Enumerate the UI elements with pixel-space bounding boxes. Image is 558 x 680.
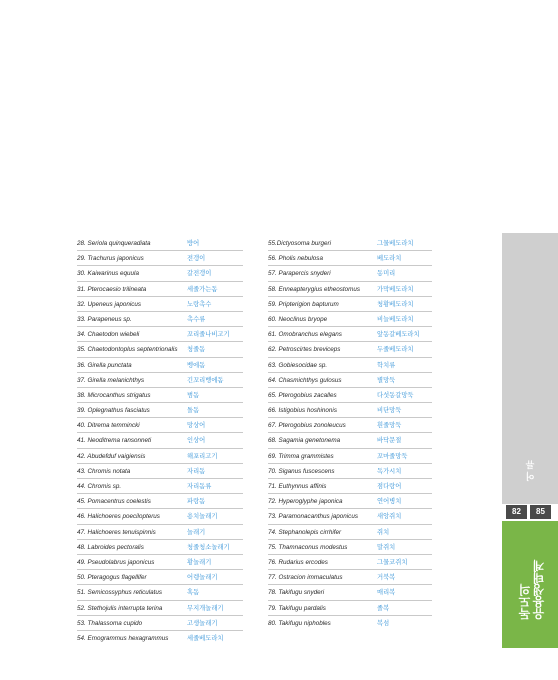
scientific-name: 56. Pholis nebulosa <box>268 255 323 263</box>
scientific-name: 48. Labroides pectoralis <box>77 543 144 551</box>
korean-name: 노랑촉수 <box>187 300 212 308</box>
species-list-right <box>268 236 432 631</box>
scientific-name: 70. Siganus fuscescens <box>268 467 335 475</box>
korean-name: 점다랑어 <box>377 483 402 490</box>
scientific-name: 52. Stethojulis interrupta terina <box>77 604 163 612</box>
page-number-left: 82 <box>506 505 527 519</box>
korean-name: 전갱이 <box>187 255 206 263</box>
scientific-name: 45. Pomacentrus coelestis <box>77 498 151 506</box>
scientific-name: 32. Upeneus japonicus <box>77 300 142 308</box>
korean-name: 파랑돔 <box>187 498 206 506</box>
species-row <box>77 418 243 433</box>
scientific-name: 46. Halichoeres poecilopterus <box>77 513 160 521</box>
species-row <box>268 358 432 373</box>
species-row <box>77 616 243 631</box>
korean-name: 흰줄망둑 <box>377 422 402 430</box>
korean-name: 돌돔 <box>187 407 200 415</box>
korean-name: 별망둑 <box>377 376 396 384</box>
korean-name: 꼬마줄망둑 <box>377 452 408 460</box>
species-row <box>77 449 243 464</box>
species-row <box>268 388 432 403</box>
species-row <box>268 525 432 540</box>
korean-name: 매리복 <box>377 589 396 597</box>
species-row <box>268 449 432 464</box>
species-row <box>268 312 432 327</box>
korean-name: 세줄가는돔 <box>187 285 218 293</box>
species-row <box>77 236 243 251</box>
scientific-name: 57. Parapercis snyderi <box>268 270 331 278</box>
scientific-name: 42. Abudefduf vaigiensis <box>77 452 146 460</box>
korean-name: 범돔 <box>187 391 200 399</box>
species-row <box>268 464 432 479</box>
korean-name: 앞동갈베도라치 <box>377 331 420 339</box>
species-row <box>268 403 432 418</box>
korean-name: 어렝놀래기 <box>187 574 218 582</box>
korean-name: 동미리 <box>377 270 396 278</box>
korean-name: 연어병치 <box>377 498 402 506</box>
species-row <box>77 282 243 297</box>
species-row <box>268 342 432 357</box>
korean-name: 졸복 <box>377 604 390 612</box>
species-row <box>77 525 243 540</box>
scientific-name: 76. Rudarius ercodes <box>268 558 328 566</box>
scientific-name: 66. Istigobius hoshinonis <box>268 407 337 415</box>
korean-name: 황놀래기 <box>187 558 212 566</box>
korean-name: 그물베도라치 <box>377 240 414 247</box>
species-row <box>77 464 243 479</box>
species-row <box>268 601 432 616</box>
korean-name: 복섬 <box>377 619 390 627</box>
scientific-name: 77. Ostracion immaculatus <box>268 574 343 582</box>
korean-name: 두줄베도라치 <box>377 346 414 354</box>
scientific-name: 37. Girella melanichthys <box>77 376 145 384</box>
korean-name: 독가시치 <box>377 467 402 475</box>
scientific-name: 58. Enneapterygius etheostomus <box>268 285 361 293</box>
species-row <box>268 236 432 251</box>
scientific-name: 80. Takifugu niphobles <box>268 619 331 627</box>
korean-name: 비늘베도라치 <box>377 315 414 323</box>
species-row <box>77 388 243 403</box>
species-row <box>77 540 243 555</box>
korean-name: 망상어 <box>187 422 206 430</box>
species-row <box>268 373 432 388</box>
species-row <box>268 479 432 494</box>
scientific-name: 35. Chaetodontoplus septentrionalis <box>77 346 178 354</box>
korean-name: 청줄돔 <box>187 346 206 354</box>
korean-name: 고생놀래기 <box>187 619 218 627</box>
species-row <box>77 585 243 600</box>
korean-name: 새앙쥐치 <box>377 513 402 521</box>
korean-name: 자리돔류 <box>187 483 212 490</box>
scientific-name: 30. Kaiwarinus equula <box>77 270 139 278</box>
korean-name: 세줄베도라치 <box>187 634 224 642</box>
species-row <box>77 570 243 585</box>
korean-name: 긴꼬리벵에돔 <box>187 376 224 384</box>
species-row <box>268 616 432 631</box>
species-row <box>77 403 243 418</box>
species-row <box>268 418 432 433</box>
scientific-name: 29. Trachurus japonicus <box>77 255 144 263</box>
scientific-name: 47. Halichoeres tenuispinnis <box>77 528 156 536</box>
species-row <box>77 266 243 281</box>
species-row <box>268 585 432 600</box>
scientific-name: 43. Chromis notata <box>77 467 131 475</box>
korean-name: 방어 <box>187 240 200 247</box>
scientific-name: 44. Chromis sp. <box>77 483 122 490</box>
scientific-name: 64. Chasmichthys gulosus <box>268 376 342 384</box>
species-row <box>77 251 243 266</box>
species-row <box>77 631 243 646</box>
korean-name: 인상어 <box>187 437 206 445</box>
scientific-name: 62. Petroscirtes breviceps <box>268 346 341 354</box>
korean-name: 거북복 <box>377 574 396 582</box>
korean-name: 학치류 <box>377 361 396 369</box>
scientific-name: 54. Emogrammus hexagrammus <box>77 634 169 642</box>
korean-name: 바닥문절 <box>377 437 402 445</box>
species-row <box>77 297 243 312</box>
page-number-bar <box>502 504 558 520</box>
species-row <box>77 509 243 524</box>
scientific-name: 67. Pterogobius zonoleucus <box>268 422 346 430</box>
species-row <box>268 570 432 585</box>
species-row <box>268 509 432 524</box>
scientific-name: 50. Pteragogus flagellifer <box>77 574 147 582</box>
korean-name: 말쥐치 <box>377 543 396 551</box>
korean-name: 청황베도라치 <box>377 300 414 308</box>
korean-name: 벵에돔 <box>187 361 206 369</box>
korean-name: 놀래기 <box>187 528 206 536</box>
scientific-name: 61. Omobranchus elegans <box>268 331 342 339</box>
scientific-name: 36. Girella punctata <box>77 361 132 369</box>
species-row <box>77 373 243 388</box>
species-list-left <box>77 236 243 646</box>
scientific-name: 53. Thalassoma cupido <box>77 619 143 627</box>
korean-name: 혹돔 <box>187 589 200 597</box>
species-row <box>268 282 432 297</box>
species-row <box>268 540 432 555</box>
species-row <box>77 555 243 570</box>
scientific-name: 78. Takifugu snyderi <box>268 589 325 597</box>
species-row <box>77 494 243 509</box>
species-row <box>268 251 432 266</box>
korean-name: 다섯동갈망둑 <box>377 391 414 399</box>
scientific-name: 31. Pterocaesio trilineata <box>77 285 147 293</box>
korean-name: 비단망둑 <box>377 407 402 415</box>
korean-name: 촉수류 <box>187 315 206 323</box>
species-row <box>77 312 243 327</box>
korean-name: 가막베도라치 <box>377 285 414 293</box>
scientific-name: 55.Dictyosoma burgeri <box>268 240 331 247</box>
korean-name: 용치놀래기 <box>187 513 218 521</box>
scientific-name: 39. Oplegnathus fasciatus <box>77 407 150 415</box>
korean-name: 베도라치 <box>377 255 402 263</box>
korean-name: 쥐치 <box>377 528 390 536</box>
scientific-name: 38. Microcanthus strigatus <box>77 391 151 399</box>
scientific-name: 28. Seriola quinqueradiata <box>77 240 151 247</box>
korean-name: 청줄청소놀래기 <box>187 543 230 551</box>
scientific-name: 60. Neoclinus bryope <box>268 315 328 323</box>
species-row <box>77 601 243 616</box>
scientific-name: 79. Takifugu pardalis <box>268 604 326 612</box>
species-row <box>268 297 432 312</box>
korean-name: 꼬리줄나비고기 <box>187 331 230 339</box>
species-row <box>268 433 432 448</box>
species-row <box>268 266 432 281</box>
scientific-name: 41. Neoditrema ransonneti <box>77 437 152 445</box>
korean-name: 자리돔 <box>187 467 206 475</box>
scientific-name: 69. Trimma grammistes <box>268 452 334 460</box>
scientific-name: 68. Sagamia genetonema <box>268 437 341 445</box>
sidebar-chapter-title: 독도의 유용생태계 <box>518 560 546 620</box>
species-row <box>268 494 432 509</box>
korean-name: 갈전갱이 <box>187 270 212 278</box>
scientific-name: 73. Paramonacanthus japonicus <box>268 513 358 521</box>
species-row <box>268 555 432 570</box>
scientific-name: 34. Chaetodon wiebeli <box>77 331 140 339</box>
scientific-name: 33. Parapeneus sp. <box>77 315 132 323</box>
sidebar-section-word: 어 류 <box>525 460 536 482</box>
species-row <box>77 327 243 342</box>
scientific-name: 65. Pterogobius zacalles <box>268 391 337 399</box>
page-number-right: 85 <box>530 505 551 519</box>
species-row <box>268 327 432 342</box>
scientific-name: 59. Pripterigion bapturum <box>268 300 339 308</box>
scientific-name: 75. Thamnaconus modestus <box>268 543 348 551</box>
species-row <box>77 342 243 357</box>
species-row <box>77 358 243 373</box>
korean-name: 무지개놀래기 <box>187 604 224 612</box>
korean-name: 그물코쥐치 <box>377 558 408 566</box>
scientific-name: 40. Ditrema temmincki <box>77 422 140 430</box>
species-row <box>77 433 243 448</box>
scientific-name: 71. Euthynnus affinis <box>268 483 327 490</box>
scientific-name: 72. Hyperoglyphe japonica <box>268 498 343 506</box>
korean-name: 해포리고기 <box>187 452 218 460</box>
species-row <box>77 479 243 494</box>
scientific-name: 49. Pseudolabrus japonicus <box>77 558 155 566</box>
scientific-name: 74. Stephanolepis cirrhifer <box>268 528 342 536</box>
scientific-name: 63. Gobiesocidae sp. <box>268 361 328 369</box>
scientific-name: 51. Semicossyphus reticulatus <box>77 589 163 597</box>
